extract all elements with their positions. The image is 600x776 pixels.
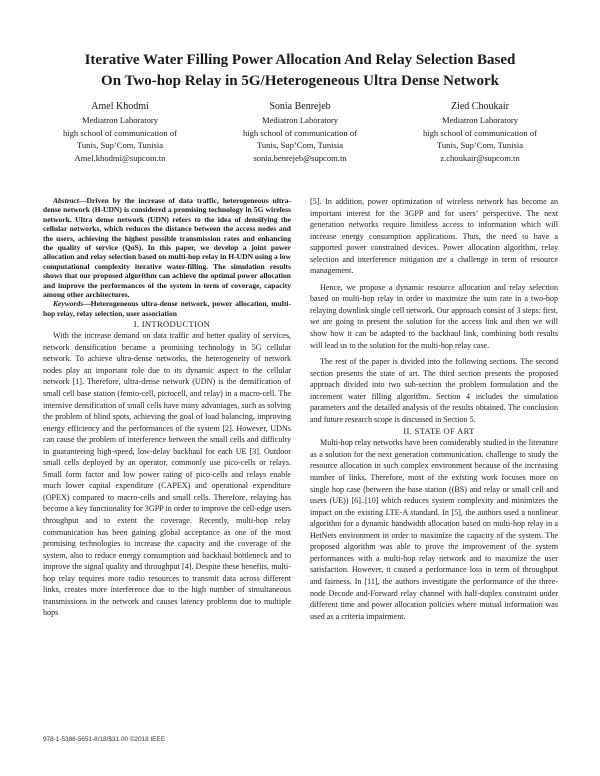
abstract bbox=[43, 196, 291, 299]
author-city: Tunis, Sup’Com, Tunisia bbox=[76, 140, 164, 150]
section-heading-state-of-art: II. STATE OF ART bbox=[403, 426, 475, 437]
state-of-art-paragraph-1: Multi-hop relay networks have been considerably studied in the literature as a solution for the next generation communication. challenge to study the resource allocation in such complex environment because of the increasing number of links. Therefore, most of the existing work focuses more on single hop case (between the base station ((BS) and relay or small cell and users (UE)) [6]..[10] which reduces system complexity and minimizes the impact on the existing LTE-A standard. In [5], the authors used a nonlinear algorithm for a dynamic bandwidth allocation based on multi-hop relay in a HetNets environment in order to maximize the capacity of the system. The proposed algorithm was able to prove the improvement of the system performances with a multi-hop relay network and to maximize the user satisfaction. However, it caused a performance loss in term of throughput and fairness. In [11], the authors investigate the performance of the three-node Decode and-Forward relay channel with half-duplex constraint under different time and power allocation policies where mutual information was used as a criteria impairment. bbox=[310, 438, 558, 621]
keywords-text: —Heterogeneous ultra-dense network, power allocation, multi-hop relay, relay selection, user association bbox=[43, 299, 291, 318]
title-line-1: Iterative Water Filling Power Allocation And Relay Selection Based bbox=[84, 52, 516, 68]
author-school: high school of communication of bbox=[242, 127, 358, 138]
intro-paragraph-continued: [5]. In addition, power optimization of wireless network has become an important interest for the 3GPP and for users’ perspective. The next generation networks require limitless access to information which will increase energy consumption applications. Thus, the need to have a supported power constrained devices. Power allocation algorithm, relay selection and interference mitigation are a challenge in term of resource management. bbox=[310, 197, 558, 276]
author-school: high school of communication of bbox=[62, 127, 178, 138]
abstract-label: Abstract bbox=[53, 196, 79, 205]
author-name: Sonia Benrejeb bbox=[269, 101, 331, 112]
keywords bbox=[43, 299, 291, 318]
author-1 bbox=[30, 100, 210, 164]
intro-paragraph-2: Hence, we propose a dynamic resource allocation and relay selection based on multi-hop relay in order to maximize the sum rate in a two-hop relaying downlink single cell network. Our approach consist of 3 steps: first, we are going to present the solution for the access link and then we will show how it can be adapted to the backhaul link, combining both results will lead us to the solution for the multi-hop relay case. bbox=[310, 282, 558, 350]
author-lab: Mediatron Laboratory bbox=[441, 115, 519, 125]
right-column bbox=[310, 196, 558, 622]
author-city: Tunis, Sup’Com, Tunisia bbox=[256, 140, 344, 150]
keywords-label: Keywords bbox=[53, 299, 84, 309]
author-email: z.choukair@supcom.tn bbox=[440, 152, 520, 163]
author-name: Zied Choukair bbox=[450, 101, 510, 112]
author-name: Amel Khodmi bbox=[91, 101, 149, 112]
intro-paragraph-3: The rest of the paper is divided into the following sections. The second section presents the state of art. The third section presents the proposed approach divided into two sub-section the problem formulation and the increment water filling algorithm. Section 4 includes the simulation parameters and the detailed analysis of the results obtained. The conclusion and future research scope is discussed in Section 5. bbox=[310, 357, 558, 424]
author-lab: Mediatron Laboratory bbox=[261, 115, 339, 125]
title-line-2: On Two-hop Relay in 5G/Heterogeneous Ultra Dense Network bbox=[101, 73, 499, 89]
abstract-text: —Driven by the increase of data traffic, heterogeneous ultra-dense network (H-UDN) is considered a promising technology in 5G wireless network. Ultra dense network (UDN) refers to the idea of densifying the cellular networks, which reduces the distance between the access nodes and the users, achieving the highest possible transmission rates and enhancing the quality of service (QoS). In this paper, we develop a joint power allocation and relay selection based on multi-hop relay in H-UDN using a low computational complexity iterative water-filling. The simulation results shows that our proposed algorithm can achieve the optimal power allocation and improve the performances of the system in term of coverage, capacity among other architectures. bbox=[43, 196, 291, 300]
author-lab: Mediatron Laboratory bbox=[81, 115, 159, 125]
author-email: sonia.benrejeb@supcom.tn bbox=[253, 152, 347, 163]
author-3 bbox=[390, 100, 570, 164]
author-school: high school of communication of bbox=[422, 127, 538, 138]
paper-title bbox=[30, 50, 570, 92]
intro-paragraph-1: With the increase demand on data traffic and better quality of services, network densification became a promising technology in 5G cellular network. To achieve ultra-dense networks, the heterogeneity of network nodes play an important role due to its dynamic aspect to the cellular network [1]. Therefore, ultra-dense network (UDN) is the densification of small cell base station (femto-cell, pictocell, and relay) in a macro-cell. The intensive densification of small cells have many advantages, such as solving the problem of blind spots, achieving the goal of load balancing, improving energy efficiency and the performances of the system [2]. However, UDNs can cause the problem of interference between the small cells and difficulty in guaranteeing high-speed, low-delay backhaul for each UE [3]. Outdoor small cells deployed by an operator, commonly use pico-cells or relays. Small form factor and low power rating of pico-cells and relays enable much lower capital expenditure (CAPEX) and operational expenditure (OPEX) compared to macro-cells and small cells. Therefore, relaying has become a key functionality for 3GPP in order to improve the cell-edge users throughput and to extent the coverage. Recently, multi-hop relay communication has been gaining global acceptance as one of the most promising technologies to increase the capacity and the coverage of the system, also to reduce energy consumption and backhaul bottleneck and to improve the signal quality and throughput [4]. Despite these benefits, multi-hop relay requires more radio resources to transmit data across different links, creates more interference due to the high number of simultaneous transmissions in the network and causes latency problems due to multiple hops bbox=[43, 331, 291, 618]
author-city: Tunis, Sup’Com, Tunisia bbox=[436, 140, 524, 150]
section-heading-introduction: I. INTRODUCTION bbox=[133, 319, 211, 330]
copyright-footer: 978-1-5386-5651-8/18/$31.00 ©2018 IEEE bbox=[43, 736, 165, 743]
author-block bbox=[30, 100, 570, 164]
author-email: Amel.khodmi@supcom.tn bbox=[74, 152, 166, 163]
left-column bbox=[43, 196, 291, 619]
author-2 bbox=[210, 100, 390, 164]
